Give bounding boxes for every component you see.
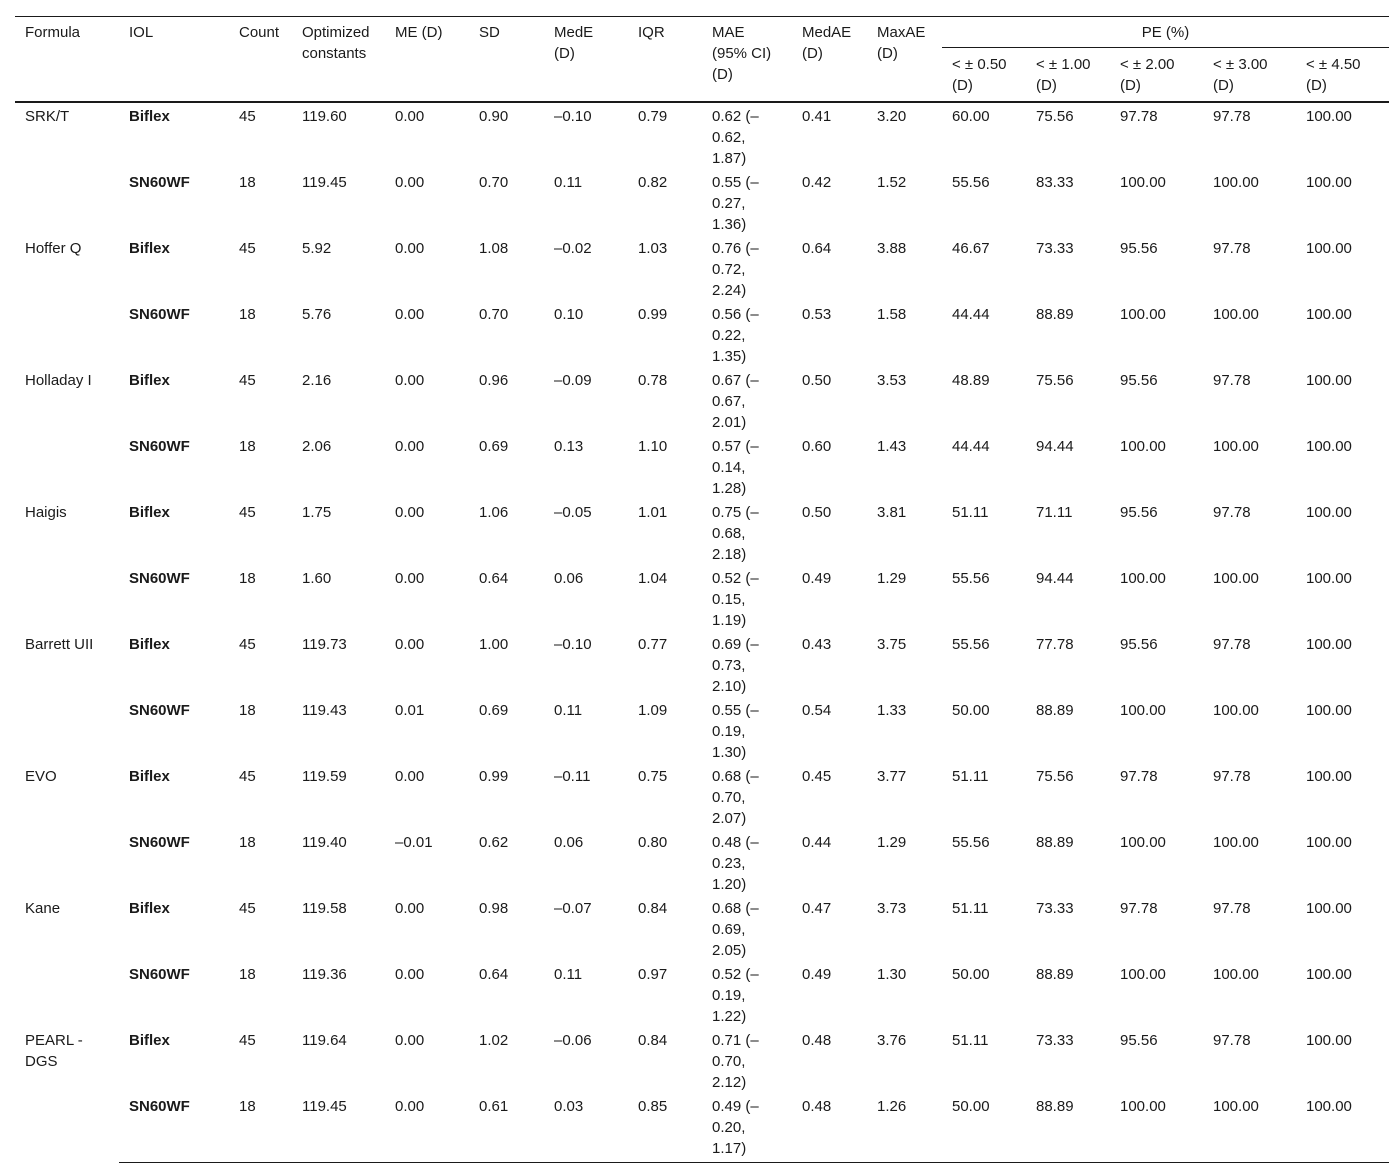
pe-cell: 75.56 <box>1036 768 1074 785</box>
pe-cell: 100.00 <box>1306 702 1352 719</box>
pe-cell: 100.00 <box>1120 438 1166 455</box>
iqr-cell: 1.03 <box>638 240 668 257</box>
pe-cell: 100.00 <box>1306 174 1352 191</box>
pe-cell: 100.00 <box>1213 306 1259 323</box>
me-cell: 0.00 <box>395 108 425 125</box>
sd-cell: 0.64 <box>479 570 509 587</box>
pe-cell: 51.11 <box>952 768 989 785</box>
iqr-cell: 0.82 <box>638 174 668 191</box>
sd-cell: 0.61 <box>469 1093 544 1163</box>
iqr-cell: 1.01 <box>638 504 668 521</box>
table-row <box>15 895 1389 961</box>
pe-cell: 88.89 <box>1026 1093 1110 1163</box>
mae-cell: 0.68 (–0.69, 2.05) <box>712 900 759 959</box>
pe-cell: 97.78 <box>1213 108 1251 125</box>
pe-cell: 88.89 <box>1036 966 1074 983</box>
mede-cell: –0.10 <box>554 108 592 125</box>
mede-cell: 0.13 <box>554 438 584 455</box>
pe-cell: 97.78 <box>1213 768 1251 785</box>
iol-cell: Biflex <box>129 240 170 257</box>
mae-cell: 0.69 (–0.73, 2.10) <box>712 636 759 695</box>
optimized-constant-cell: 119.73 <box>302 636 347 653</box>
pe-cell: 100.00 <box>1306 372 1352 389</box>
mede-cell: 0.03 <box>544 1093 628 1163</box>
pe-cell: 100.00 <box>1213 834 1259 851</box>
medae-cell: 0.44 <box>802 834 832 851</box>
count-cell: 45 <box>239 1032 256 1049</box>
pe-cell: 100.00 <box>1213 570 1259 587</box>
pe-cell: 100.00 <box>1306 834 1352 851</box>
iqr-cell: 0.97 <box>638 966 668 983</box>
sd-cell: 1.00 <box>479 636 509 653</box>
header-count: Count <box>229 17 292 103</box>
maxae-cell: 1.52 <box>877 174 907 191</box>
iol-cell: SN60WF <box>129 174 190 191</box>
iol-cell: SN60WF <box>129 306 190 323</box>
me-cell: 0.00 <box>395 966 425 983</box>
optimized-constant-cell: 5.92 <box>302 240 332 257</box>
count-cell: 18 <box>239 438 256 455</box>
pe-cell: 88.89 <box>1036 702 1074 719</box>
iol-cell: SN60WF <box>129 966 190 983</box>
table-header <box>15 17 1389 103</box>
optimized-constant-cell: 2.16 <box>302 372 332 389</box>
header-pe-450: < ± 4.50 (D) <box>1296 48 1389 103</box>
pe-cell: 100.00 <box>1120 570 1166 587</box>
header-pe-100: < ± 1.00 (D) <box>1026 48 1110 103</box>
me-cell: 0.00 <box>395 570 425 587</box>
me-cell: 0.00 <box>395 174 425 191</box>
mede-cell: –0.06 <box>554 1032 592 1049</box>
mede-cell: –0.07 <box>554 900 592 917</box>
iqr-cell: 1.10 <box>638 438 668 455</box>
table-row <box>15 697 1389 763</box>
pe-cell: 100.00 <box>1306 768 1352 785</box>
sd-cell: 1.06 <box>479 504 509 521</box>
optimized-constant-cell: 119.59 <box>302 768 347 785</box>
pe-cell: 50.00 <box>952 966 990 983</box>
maxae-cell: 3.88 <box>877 240 907 257</box>
table-row <box>15 1027 1389 1093</box>
pe-cell: 97.78 <box>1213 1032 1251 1049</box>
medae-cell: 0.60 <box>802 438 832 455</box>
count-cell: 18 <box>239 570 256 587</box>
pe-cell: 51.11 <box>952 1032 989 1049</box>
pe-cell: 100.00 <box>1296 1093 1389 1163</box>
pe-cell: 100.00 <box>1306 636 1352 653</box>
pe-cell: 94.44 <box>1036 438 1074 455</box>
count-cell: 18 <box>239 306 256 323</box>
results-table <box>15 16 1389 1163</box>
count-cell: 45 <box>239 372 256 389</box>
iqr-cell: 0.79 <box>638 108 668 125</box>
iqr-cell: 0.84 <box>638 900 668 917</box>
optimized-constant-cell: 119.60 <box>302 108 347 125</box>
pe-cell: 55.56 <box>952 174 990 191</box>
sd-cell: 0.70 <box>479 174 509 191</box>
pe-cell: 97.78 <box>1213 900 1251 917</box>
medae-cell: 0.50 <box>802 372 832 389</box>
pe-cell: 100.00 <box>1120 702 1166 719</box>
optimized-constant-cell: 2.06 <box>302 438 332 455</box>
results-table-container <box>15 16 1389 1163</box>
pe-cell: 100.00 <box>1120 174 1166 191</box>
count-cell: 45 <box>239 108 256 125</box>
mae-cell: 0.75 (–0.68, 2.18) <box>712 504 759 563</box>
formula-cell: Kane <box>25 900 61 917</box>
me-cell: 0.00 <box>395 636 425 653</box>
iol-cell: SN60WF <box>129 570 190 587</box>
sd-cell: 0.64 <box>479 966 509 983</box>
iol-cell: SN60WF <box>119 1093 229 1163</box>
formula-cell: Holladay I <box>25 372 92 389</box>
pe-cell: 100.00 <box>1306 438 1352 455</box>
maxae-cell: 1.33 <box>877 702 907 719</box>
pe-cell: 73.33 <box>1036 240 1074 257</box>
table-row <box>15 235 1389 301</box>
pe-cell: 44.44 <box>952 306 990 323</box>
medae-cell: 0.54 <box>802 702 832 719</box>
maxae-cell: 1.58 <box>877 306 907 323</box>
pe-cell: 100.00 <box>1203 1093 1296 1163</box>
pe-cell: 100.00 <box>1306 966 1352 983</box>
mae-cell: 0.62 (–0.62, 1.87) <box>712 108 759 167</box>
pe-cell: 60.00 <box>952 108 990 125</box>
medae-cell: 0.64 <box>802 240 832 257</box>
pe-cell: 97.78 <box>1213 372 1251 389</box>
maxae-cell: 1.29 <box>877 570 907 587</box>
header-maxae: MaxAE (D) <box>867 17 942 103</box>
iqr-cell: 1.04 <box>638 570 668 587</box>
mede-cell: 0.11 <box>554 966 583 983</box>
sd-cell: 0.99 <box>479 768 509 785</box>
table-row <box>15 565 1389 631</box>
pe-cell: 55.56 <box>952 570 990 587</box>
mede-cell: –0.02 <box>554 240 592 257</box>
header-pe-group: PE (%) <box>942 17 1389 48</box>
pe-cell: 75.56 <box>1036 108 1074 125</box>
me-cell: 0.00 <box>395 372 425 389</box>
count-cell: 45 <box>239 636 256 653</box>
sd-cell: 1.02 <box>479 1032 509 1049</box>
table-row <box>15 367 1389 433</box>
pe-cell: 51.11 <box>952 900 989 917</box>
me-cell: 0.00 <box>395 768 425 785</box>
count-cell: 45 <box>239 240 256 257</box>
pe-cell: 100.00 <box>1213 174 1259 191</box>
count-cell: 18 <box>239 834 256 851</box>
mae-cell: 0.57 (–0.14, 1.28) <box>712 438 759 497</box>
pe-cell: 100.00 <box>1306 306 1352 323</box>
table-row <box>15 961 1389 1027</box>
mede-cell: –0.05 <box>554 504 592 521</box>
mae-cell: 0.67 (–0.67, 2.01) <box>712 372 759 431</box>
mae-cell: 0.71 (–0.70, 2.12) <box>712 1032 759 1091</box>
pe-cell: 48.89 <box>952 372 990 389</box>
iol-cell: Biflex <box>129 504 170 521</box>
header-pe-200: < ± 2.00 (D) <box>1110 48 1203 103</box>
header-pe-050: < ± 0.50 (D) <box>942 48 1026 103</box>
sd-cell: 0.98 <box>479 900 509 917</box>
pe-cell: 97.78 <box>1120 768 1158 785</box>
pe-cell: 97.78 <box>1213 504 1251 521</box>
optimized-constant-cell: 119.43 <box>302 702 347 719</box>
header-me: ME (D) <box>385 17 469 103</box>
me-cell: 0.01 <box>395 702 425 719</box>
me-cell: 0.00 <box>395 900 425 917</box>
iol-cell: SN60WF <box>129 834 190 851</box>
header-mede: MedE (D) <box>544 17 628 103</box>
mae-cell: 0.49 (–0.20, 1.17) <box>702 1093 792 1163</box>
iol-cell: Biflex <box>129 108 170 125</box>
iqr-cell: 0.80 <box>638 834 668 851</box>
table-row <box>15 301 1389 367</box>
mede-cell: –0.10 <box>554 636 592 653</box>
mae-cell: 0.48 (–0.23, 1.20) <box>712 834 759 893</box>
medae-cell: 0.49 <box>802 570 832 587</box>
sd-cell: 0.90 <box>479 108 509 125</box>
pe-cell: 95.56 <box>1120 504 1158 521</box>
pe-cell: 100.00 <box>1306 240 1352 257</box>
iqr-cell: 0.77 <box>638 636 668 653</box>
sd-cell: 1.08 <box>479 240 509 257</box>
sd-cell: 0.96 <box>479 372 509 389</box>
optimized-constant-cell: 1.75 <box>302 504 332 521</box>
table-row <box>15 1093 1389 1163</box>
maxae-cell: 3.76 <box>877 1032 907 1049</box>
optimized-constant-cell: 119.45 <box>302 174 347 191</box>
formula-cell: Hoffer Q <box>25 240 82 257</box>
pe-cell: 100.00 <box>1213 702 1259 719</box>
count-cell: 18 <box>229 1093 292 1163</box>
medae-cell: 0.42 <box>802 174 832 191</box>
me-cell: 0.00 <box>395 240 425 257</box>
formula-cell: PEARL - DGS <box>25 1032 83 1070</box>
mede-cell: 0.11 <box>554 174 583 191</box>
iol-cell: Biflex <box>129 636 170 653</box>
maxae-cell: 1.30 <box>877 966 907 983</box>
maxae-cell: 1.26 <box>867 1093 942 1163</box>
optimized-constant-cell: 119.64 <box>302 1032 347 1049</box>
iqr-cell: 0.85 <box>628 1093 702 1163</box>
table-body <box>15 102 1389 1163</box>
maxae-cell: 3.75 <box>877 636 907 653</box>
iol-cell: SN60WF <box>129 438 190 455</box>
mae-cell: 0.56 (–0.22, 1.35) <box>712 306 759 365</box>
maxae-cell: 3.73 <box>877 900 907 917</box>
optimized-constant-cell: 5.76 <box>302 306 332 323</box>
header-sd: SD <box>469 17 544 103</box>
pe-cell: 97.78 <box>1213 240 1251 257</box>
header-iol: IOL <box>119 17 229 103</box>
maxae-cell: 3.81 <box>877 504 907 521</box>
pe-cell: 83.33 <box>1036 174 1074 191</box>
count-cell: 45 <box>239 900 256 917</box>
table-row <box>15 102 1389 169</box>
header-optimized-constants: Optimized constants <box>292 17 385 103</box>
count-cell: 18 <box>239 174 256 191</box>
pe-cell: 95.56 <box>1120 240 1158 257</box>
pe-cell: 71.11 <box>1036 504 1073 521</box>
header-mae: MAE (95% CI) (D) <box>702 17 792 103</box>
mede-cell: –0.11 <box>554 768 591 785</box>
pe-cell: 95.56 <box>1120 1032 1158 1049</box>
count-cell: 45 <box>239 768 256 785</box>
medae-cell: 0.48 <box>792 1093 867 1163</box>
count-cell: 18 <box>239 702 256 719</box>
me-cell: 0.00 <box>395 1032 425 1049</box>
medae-cell: 0.50 <box>802 504 832 521</box>
iqr-cell: 0.84 <box>638 1032 668 1049</box>
me-cell: 0.00 <box>395 504 425 521</box>
table-row <box>15 631 1389 697</box>
pe-cell: 97.78 <box>1213 636 1251 653</box>
me-cell: 0.00 <box>395 438 425 455</box>
maxae-cell: 1.29 <box>877 834 907 851</box>
optimized-constant-cell: 119.36 <box>302 966 347 983</box>
medae-cell: 0.53 <box>802 306 832 323</box>
mede-cell: 0.06 <box>554 570 584 587</box>
header-pe-300: < ± 3.00 (D) <box>1203 48 1296 103</box>
maxae-cell: 3.20 <box>877 108 907 125</box>
optimized-constant-cell: 119.58 <box>302 900 347 917</box>
medae-cell: 0.41 <box>802 108 832 125</box>
pe-cell: 88.89 <box>1036 306 1074 323</box>
pe-cell: 100.00 <box>1306 570 1352 587</box>
iol-cell: Biflex <box>129 900 170 917</box>
pe-cell: 73.33 <box>1036 900 1074 917</box>
iqr-cell: 1.09 <box>638 702 668 719</box>
iqr-cell: 0.78 <box>638 372 668 389</box>
maxae-cell: 3.77 <box>877 768 907 785</box>
pe-cell: 100.00 <box>1306 1032 1352 1049</box>
pe-cell: 100.00 <box>1120 966 1166 983</box>
iol-cell: Biflex <box>129 1032 170 1049</box>
pe-cell: 95.56 <box>1120 636 1158 653</box>
formula-cell: SRK/T <box>25 108 70 125</box>
medae-cell: 0.49 <box>802 966 832 983</box>
pe-cell: 100.00 <box>1120 834 1166 851</box>
formula-cell: EVO <box>25 768 57 785</box>
maxae-cell: 1.43 <box>877 438 907 455</box>
pe-cell: 75.56 <box>1036 372 1074 389</box>
pe-cell: 100.00 <box>1306 900 1352 917</box>
count-cell: 18 <box>239 966 256 983</box>
mae-cell: 0.55 (–0.19, 1.30) <box>712 702 759 761</box>
pe-cell: 100.00 <box>1306 504 1352 521</box>
iqr-cell: 0.99 <box>638 306 668 323</box>
mae-cell: 0.52 (–0.15, 1.19) <box>712 570 759 629</box>
me-cell: –0.01 <box>395 834 433 851</box>
table-row <box>15 433 1389 499</box>
table-row <box>15 169 1389 235</box>
sd-cell: 0.69 <box>479 438 509 455</box>
maxae-cell: 3.53 <box>877 372 907 389</box>
me-cell: 0.00 <box>395 306 425 323</box>
pe-cell: 88.89 <box>1036 834 1074 851</box>
pe-cell: 94.44 <box>1036 570 1074 587</box>
table-row <box>15 763 1389 829</box>
medae-cell: 0.43 <box>802 636 832 653</box>
medae-cell: 0.45 <box>802 768 832 785</box>
iqr-cell: 0.75 <box>638 768 668 785</box>
count-cell: 45 <box>239 504 256 521</box>
pe-cell: 46.67 <box>952 240 990 257</box>
pe-cell: 100.00 <box>1213 966 1259 983</box>
mede-cell: 0.11 <box>554 702 583 719</box>
mae-cell: 0.52 (–0.19, 1.22) <box>712 966 759 1025</box>
mede-cell: 0.06 <box>554 834 584 851</box>
pe-cell: 95.56 <box>1120 372 1158 389</box>
iol-cell: Biflex <box>129 372 170 389</box>
pe-cell: 100.00 <box>1120 306 1166 323</box>
mae-cell: 0.55 (–0.27, 1.36) <box>712 174 759 233</box>
pe-cell: 77.78 <box>1036 636 1074 653</box>
pe-cell: 50.00 <box>942 1093 1026 1163</box>
mae-cell: 0.68 (–0.70, 2.07) <box>712 768 759 827</box>
medae-cell: 0.48 <box>802 1032 832 1049</box>
medae-cell: 0.47 <box>802 900 832 917</box>
formula-cell: Haigis <box>25 504 67 521</box>
table-row <box>15 829 1389 895</box>
pe-cell: 73.33 <box>1036 1032 1074 1049</box>
pe-cell: 51.11 <box>952 504 989 521</box>
optimized-constant-cell: 1.60 <box>302 570 332 587</box>
pe-cell: 100.00 <box>1306 108 1352 125</box>
sd-cell: 0.62 <box>479 834 509 851</box>
pe-cell: 50.00 <box>952 702 990 719</box>
iol-cell: Biflex <box>129 768 170 785</box>
me-cell: 0.00 <box>385 1093 469 1163</box>
pe-cell: 44.44 <box>952 438 990 455</box>
mae-cell: 0.76 (–0.72, 2.24) <box>712 240 759 299</box>
optimized-constant-cell: 119.40 <box>302 834 347 851</box>
header-formula: Formula <box>15 17 119 103</box>
mede-cell: –0.09 <box>554 372 592 389</box>
sd-cell: 0.69 <box>479 702 509 719</box>
iol-cell: SN60WF <box>129 702 190 719</box>
mede-cell: 0.10 <box>554 306 584 323</box>
pe-cell: 97.78 <box>1120 108 1158 125</box>
sd-cell: 0.70 <box>479 306 509 323</box>
table-row <box>15 499 1389 565</box>
pe-cell: 100.00 <box>1110 1093 1203 1163</box>
pe-cell: 55.56 <box>952 834 990 851</box>
pe-cell: 55.56 <box>952 636 990 653</box>
optimized-constant-cell: 119.45 <box>292 1093 385 1163</box>
formula-cell: Barrett UII <box>25 636 94 653</box>
pe-cell: 97.78 <box>1120 900 1158 917</box>
header-medae: MedAE (D) <box>792 17 867 103</box>
pe-cell: 100.00 <box>1213 438 1259 455</box>
header-iqr: IQR <box>628 17 702 103</box>
